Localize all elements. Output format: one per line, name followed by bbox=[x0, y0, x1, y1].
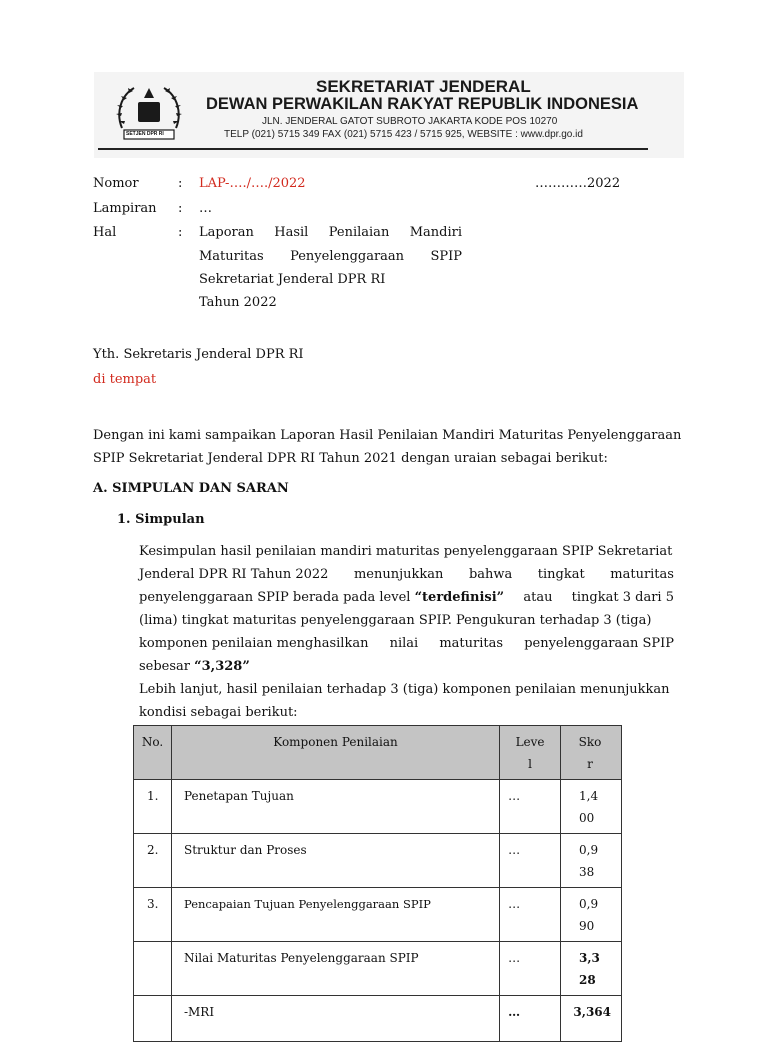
table-header-cell: Level bbox=[500, 726, 561, 780]
table-cell: 1. bbox=[134, 780, 172, 834]
text-run: Jenderal DPR RI Tahun 2022 bbox=[139, 567, 329, 582]
letterhead-address: JLN. JENDERAL GATOT SUBROTO JAKARTA KODE POS 10270 bbox=[262, 116, 558, 127]
table-cell: 3. bbox=[134, 888, 172, 942]
table-header-cell: No. bbox=[134, 726, 172, 780]
hal-label: Hal bbox=[93, 225, 117, 240]
hal-word: Maturitas bbox=[199, 249, 264, 264]
hal-colon: : bbox=[178, 225, 183, 240]
hal-line-4: Tahun 2022 bbox=[199, 295, 277, 310]
table-cell: 2. bbox=[134, 834, 172, 888]
paragraph-line bbox=[139, 660, 250, 673]
section-heading-a: A. SIMPULAN DAN SARAN bbox=[93, 481, 289, 496]
text-run: nilai bbox=[389, 636, 419, 651]
paragraph-line bbox=[139, 637, 674, 650]
hal-word: Penyelenggaraan bbox=[290, 249, 405, 264]
paragraph-line: Kesimpulan hasil penilaian mandiri maturitas penyelenggaraan SPIP Sekretariat bbox=[139, 544, 673, 559]
table-row bbox=[134, 834, 622, 888]
text-run: tingkat bbox=[537, 567, 585, 582]
paragraph-line bbox=[139, 591, 674, 604]
hal-word: Mandiri bbox=[409, 225, 462, 240]
table-row-total bbox=[134, 942, 622, 996]
recipient-line: Yth. Sekretaris Jenderal DPR RI bbox=[93, 347, 304, 362]
paragraph-line: (lima) tingkat maturitas penyelenggaraan SPIP. Pengukuran terhadap 3 (tiga) bbox=[139, 613, 652, 628]
text-run: atau bbox=[523, 590, 553, 605]
letterhead bbox=[94, 72, 684, 158]
dpr-logo-icon bbox=[114, 80, 184, 148]
text-run: tingkat 3 dari 5 bbox=[571, 590, 674, 605]
text-run: bahwa bbox=[468, 567, 513, 582]
text-run: komponen penilaian menghasilkan bbox=[139, 636, 369, 651]
table-row bbox=[134, 780, 622, 834]
paragraph-line: Lebih lanjut, hasil penilaian terhadap 3 (tiga) komponen penilaian menunjukkan bbox=[139, 682, 670, 697]
nomor-value: LAP-…./…./2022 bbox=[199, 176, 306, 191]
recipient-place: di tempat bbox=[93, 372, 157, 387]
lampiran-label: Lampiran bbox=[93, 201, 157, 216]
table-cell: 3,328 bbox=[561, 942, 622, 996]
nomor-colon: : bbox=[178, 176, 183, 191]
table-cell bbox=[134, 942, 172, 996]
table-cell bbox=[134, 996, 172, 1042]
table-cell: Struktur dan Proses bbox=[171, 834, 499, 888]
table-cell: Penetapan Tujuan bbox=[171, 780, 499, 834]
table-cell: 3,364 bbox=[561, 996, 622, 1042]
table-cell: … bbox=[500, 834, 561, 888]
text-run: penyelenggaraan SPIP bbox=[524, 636, 674, 651]
text-run bbox=[139, 591, 504, 604]
table-cell: … bbox=[500, 996, 561, 1042]
table-header-row bbox=[134, 726, 622, 780]
maturity-table bbox=[133, 725, 622, 1042]
table-header-cell: Skor bbox=[561, 726, 622, 780]
table-cell: … bbox=[500, 942, 561, 996]
nomor-label: Nomor bbox=[93, 176, 139, 191]
table-cell: … bbox=[500, 780, 561, 834]
hal-word: Penilaian bbox=[328, 225, 390, 240]
letterhead-contact: TELP (021) 5715 349 FAX (021) 5715 423 / 5715 925, WEBSITE : www.dpr.go.id bbox=[224, 129, 583, 140]
lampiran-colon: : bbox=[178, 201, 183, 216]
letterhead-title-1: SEKRETARIAT JENDERAL bbox=[316, 77, 531, 96]
emphasis-terdefinisi: “terdefinisi” bbox=[414, 590, 505, 605]
text-run: maturitas bbox=[439, 636, 504, 651]
text-run: maturitas bbox=[610, 567, 674, 582]
lampiran-value: … bbox=[199, 201, 212, 216]
letter-date: …………2022 bbox=[535, 176, 621, 191]
table-cell: -MRI bbox=[171, 996, 499, 1042]
paragraph-line: kondisi sebagai berikut: bbox=[139, 705, 298, 720]
table-row-mri bbox=[134, 996, 622, 1042]
intro-line-1: Dengan ini kami sampaikan Laporan Hasil Penilaian Mandiri Maturitas Penyelenggaraan bbox=[93, 428, 682, 443]
table-cell: Nilai Maturitas Penyelenggaraan SPIP bbox=[171, 942, 499, 996]
table-cell: 1,400 bbox=[561, 780, 622, 834]
hal-word: SPIP bbox=[430, 249, 462, 264]
intro-line-2: SPIP Sekretariat Jenderal DPR RI Tahun 2021 dengan uraian sebagai berikut: bbox=[93, 451, 608, 466]
logo-text: SETJEN DPR RI bbox=[126, 131, 164, 137]
table-header-cell: Komponen Penilaian bbox=[171, 726, 499, 780]
table-cell: … bbox=[500, 888, 561, 942]
letterhead-rule bbox=[98, 148, 648, 150]
text-run: sebesar bbox=[139, 659, 195, 674]
table-cell: 0,990 bbox=[561, 888, 622, 942]
hal-line-3: Sekretariat Jenderal DPR RI bbox=[199, 272, 386, 287]
paragraph-line bbox=[139, 568, 674, 581]
letterhead-title-2: DEWAN PERWAKILAN RAKYAT REPUBLIK INDONESIA bbox=[206, 95, 639, 113]
hal-word: Hasil bbox=[274, 225, 309, 240]
emphasis-score: “3,328” bbox=[194, 659, 250, 674]
table-row bbox=[134, 888, 622, 942]
hal-line-2 bbox=[199, 250, 462, 263]
subsection-heading-simpulan: 1. Simpulan bbox=[117, 512, 205, 527]
text-run: menunjukkan bbox=[353, 567, 444, 582]
hal-line-1 bbox=[199, 226, 462, 239]
table-cell: 0,938 bbox=[561, 834, 622, 888]
table-cell: Pencapaian Tujuan Penyelenggaraan SPIP bbox=[171, 888, 499, 942]
hal-word: Laporan bbox=[199, 225, 254, 240]
text-run: penyelenggaraan SPIP berada pada level bbox=[139, 590, 415, 605]
